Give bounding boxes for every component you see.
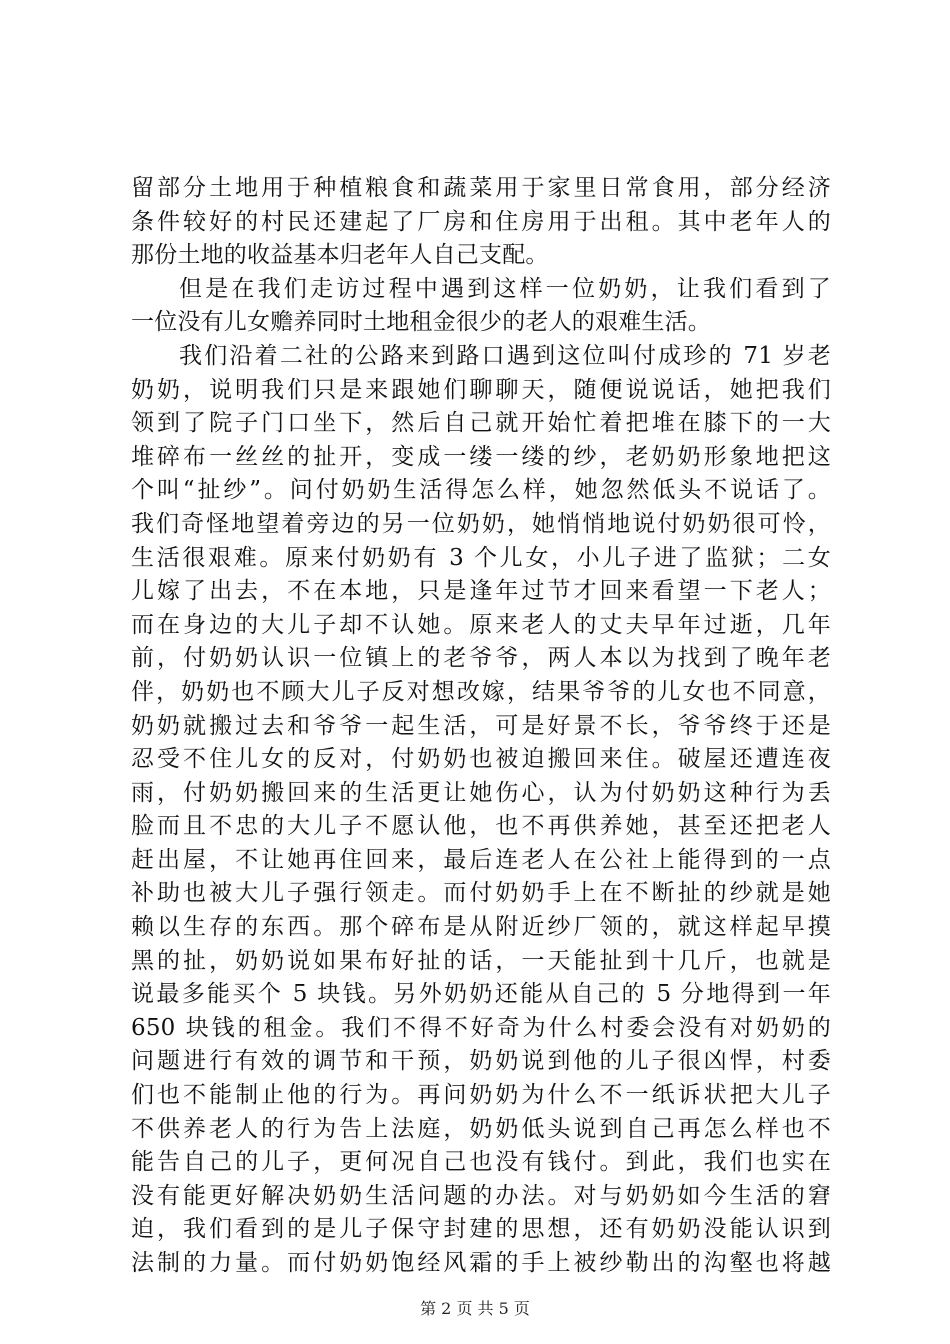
text-line: 脸而且不忠的大儿子不愿认他，也不再供养她，甚至还把老人	[131, 813, 831, 840]
text-line: 们也不能制止他的行为。再问奶奶为什么不一纸诉状把大儿子	[131, 1082, 831, 1109]
text-line: 条件较好的村民还建起了厂房和住房用于出租。其中老年人的	[131, 208, 831, 235]
text-line: 我们沿着二社的公路来到路口遇到这位叫付成珍的 71 岁老	[179, 342, 831, 369]
text-line: 黑的扯，奶奶说如果布好扯的话，一天能扯到十几斤，也就是	[131, 947, 831, 974]
text-line: 说最多能买个 5 块钱。另外奶奶还能从自己的 5 分地得到一年	[131, 981, 831, 1008]
text-line: 留部分土地用于种植粮食和蔬菜用于家里日常食用，部分经济	[131, 175, 831, 201]
body-text	[131, 172, 831, 1281]
text-line: 一位没有儿女赡养同时土地租金很少的老人的艰难生活。	[131, 309, 711, 336]
text-line: 奶奶，说明我们只是来跟她们聊聊天，随便说说话，她把我们	[131, 376, 831, 403]
text-line: 领到了院子门口坐下，然后自己就开始忙着把堆在膝下的一大	[131, 410, 831, 437]
text-line: 伴，奶奶也不顾大儿子反对想改嫁，结果爷爷的儿女也不同意，	[131, 678, 831, 705]
text-line: 我们奇怪地望着旁边的另一位奶奶，她悄悄地说付奶奶很可怜，	[131, 510, 831, 537]
text-line: 赖以生存的东西。那个碎布是从附近纱厂领的，就这样起早摸	[131, 914, 831, 941]
text-line: 能告自己的儿子，更何况自己也没有钱付。到此，我们也实在	[131, 1149, 831, 1176]
text-line: 那份土地的收益基本归老年人自己支配。	[131, 242, 549, 269]
text-line: 但是在我们走访过程中遇到这样一位奶奶，让我们看到了	[179, 275, 831, 302]
text-line: 补助也被大儿子强行领走。而付奶奶手上在不断扯的纱就是她	[131, 880, 831, 907]
text-line: 而在身边的大儿子却不认她。原来老人的丈夫早年过逝，几年	[131, 611, 831, 638]
text-line: 不供养老人的行为告上法庭，奶奶低头说到自己再怎么样也不	[131, 1115, 831, 1142]
text-line: 650 块钱的租金。我们不得不好奇为什么村委会没有对奶奶的	[131, 1014, 831, 1041]
text-line: 个叫“扯纱”。问付奶奶生活得怎么样，她忽然低头不说话了。	[131, 477, 831, 504]
text-line: 雨，付奶奶搬回来的生活更让她伤心，认为付奶奶这种行为丢	[131, 779, 831, 806]
text-line: 忍受不住儿女的反对，付奶奶也被迫搬回来住。破屋还遭连夜	[131, 746, 831, 773]
text-line: 前，付奶奶认识一位镇上的老爷爷，两人本以为找到了晚年老	[131, 645, 831, 672]
page-number-footer: 第 2 页 共 5 页	[420, 1299, 530, 1318]
text-line: 堆碎布一丝丝的扯开，变成一缕一缕的纱，老奶奶形象地把这	[131, 443, 831, 470]
text-line: 迫，我们看到的是儿子保守封建的思想，还有奶奶没能认识到	[131, 1216, 831, 1243]
text-line: 生活很艰难。原来付奶奶有 3 个儿女，小儿子进了监狱；二女	[131, 544, 831, 571]
text-line: 奶奶就搬过去和爷爷一起生活，可是好景不长，爷爷终于还是	[131, 712, 831, 739]
text-line: 没有能更好解决奶奶生活问题的办法。对与奶奶如今生活的窘	[131, 1182, 831, 1209]
text-line: 儿嫁了出去，不在本地，只是逢年过节才回来看望一下老人；	[131, 578, 831, 605]
text-line: 问题进行有效的调节和干预，奶奶说到他的儿子很凶悍，村委	[131, 1048, 831, 1075]
text-line: 法制的力量。而付奶奶饱经风霜的手上被纱勒出的沟壑也将越	[131, 1250, 831, 1276]
text-line: 赶出屋，不让她再住回来，最后连老人在公社上能得到的一点	[131, 846, 831, 873]
